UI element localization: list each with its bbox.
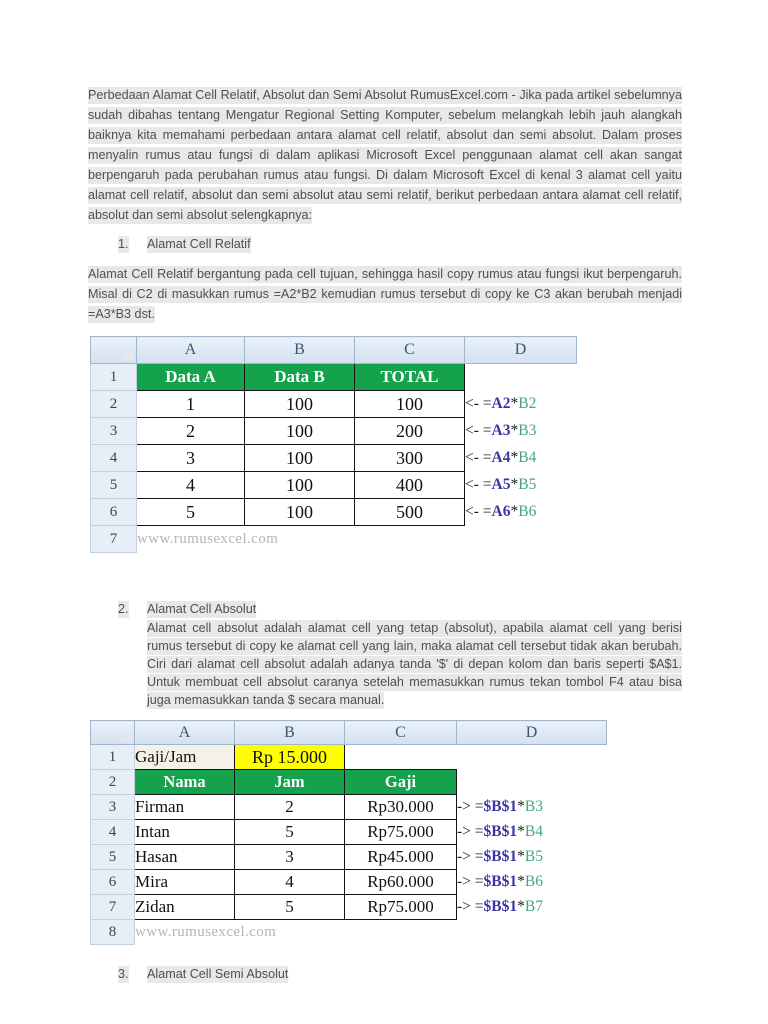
section-title-absolute: Alamat Cell Absolut [147,602,257,616]
watermark-row [91,526,577,553]
header-cell-data-a: Data A [137,364,245,391]
formula-ref-blue: A5 [491,476,511,493]
row-number: 8 [91,920,135,945]
cell: Rp75.000 [345,895,457,920]
table-row [91,845,607,870]
empty-cell [465,364,577,391]
cell: 5 [235,820,345,845]
empty-cell [457,920,607,945]
col-header-d: D [457,721,607,745]
list-item-absolute [118,599,682,709]
formula-annotation: <- =A2*B2 [465,391,577,418]
cell: 4 [137,472,245,499]
col-header-c: C [345,721,457,745]
section-absolute-paragraph [147,619,682,709]
cell: 3 [235,845,345,870]
col-header-b: B [245,337,355,364]
row-number: 4 [91,820,135,845]
cell: Rp75.000 [345,820,457,845]
cell: Zidan [135,895,235,920]
header-cell-data-b: Data B [245,364,355,391]
corner-triangle-icon [121,348,134,361]
formula-ref-blue: A4 [491,449,511,466]
col-header-c: C [355,337,465,364]
empty-cell [457,745,607,770]
cell: 4 [235,870,345,895]
table-row [91,364,577,391]
formula-ref-blue: $B$1 [483,848,518,865]
formula-annotation: -> =$B$1*B3 [457,795,607,820]
cell: Intan [135,820,235,845]
column-header-row [91,721,607,745]
cell: 2 [137,418,245,445]
row-number: 1 [91,745,135,770]
formula-annotation: <- =A3*B3 [465,418,577,445]
cell: 100 [245,391,355,418]
formula-ref-green: B6 [524,873,543,890]
cell: 1 [137,391,245,418]
section-relative-text: Alamat Cell Relatif bergantung pada cell tujuan, sehingga hasil copy rumus atau fungsi ikut berpengaruh. Misal di C2 di masukkan rumus =A2*B2 kemudian rumus tersebut di copy ke C3 akan berubah menjadi =A3*B3 dst. [88,267,682,321]
cell: 300 [355,445,465,472]
cell: 400 [355,472,465,499]
cell: Rp30.000 [345,795,457,820]
table-row [91,820,607,845]
table-row [91,795,607,820]
table-row [91,895,607,920]
formula-ref-blue: $B$1 [483,823,518,840]
cell: Rp45.000 [345,845,457,870]
row-number: 1 [91,364,137,391]
formula-ref-green: B4 [524,823,543,840]
table-row [91,499,577,526]
cell: 100 [245,445,355,472]
formula-ref-blue: $B$1 [483,798,518,815]
cell: Rp60.000 [345,870,457,895]
formula-annotation: <- =A5*B5 [465,472,577,499]
formula-ref-blue: A6 [491,503,511,520]
row-number: 7 [91,895,135,920]
row-number: 3 [91,418,137,445]
row-number: 5 [91,845,135,870]
watermark-row [91,920,607,945]
column-header-row [91,337,577,364]
section-title-semi-absolute: Alamat Cell Semi Absolut [147,967,289,981]
section-absolute-text: Alamat cell absolut adalah alamat cell yang tetap (absolut), apabila alamat cell yang berisi rumus tersebut di copy ke alamat cell yang lain, maka alamat cell tersebut tidak akan berubah. Ciri dari alamat cell absolut adalah adanya tanda '$' di depan kolom dan baris seperti $A$1. Untuk membuat cell absolut caranya setelah memasukkan rumus tekan tombol F4 atau bisa juga memasukkan tanda $ secara manual. [147,621,682,707]
table-row [91,391,577,418]
cell: 100 [245,472,355,499]
formula-ref-green: B4 [518,449,537,466]
table-row [91,770,607,795]
intro-text: Perbedaan Alamat Cell Relatif, Absolut dan Semi Absolut RumusExcel.com - Jika pada artikel sebelumnya sudah dibahas tentang Mengatur Regional Setting Komputer, sebelum melangkah lebih jauh alangkah baiknya kita memahami perbedaan antara alamat cell relatif, absolut dan semi absolut. Dalam proses menyalin rumus atau fungsi di dalam aplikasi Microsoft Excel penggunaan alamat cell akan sangat berpengaruh pada perubahan rumus atau fungsi. Di dalam Microsoft Excel di kenal 3 alamat cell yaitu alamat cell relatif, absolut dan semi absolut atau semi relatif, berikut perbedaan antara alamat cell relatif, absolut dan semi absolut selengkapnya: [88,88,682,222]
list-number-2: 2. [118,602,129,616]
intro-paragraph [88,85,682,225]
row-number: 5 [91,472,137,499]
formula-ref-blue: $B$1 [483,873,518,890]
cell: 5 [137,499,245,526]
formula-ref-green: B3 [524,798,543,815]
cell: 3 [137,445,245,472]
table-row [91,472,577,499]
formula-annotation: <- =A6*B6 [465,499,577,526]
row-number: 3 [91,795,135,820]
cell: 500 [355,499,465,526]
watermark-text: www.rumusexcel.com [137,526,465,553]
formula-ref-green: B5 [518,476,537,493]
formula-ref-blue: $B$1 [483,898,518,915]
formula-annotation: -> =$B$1*B7 [457,895,607,920]
cell: 2 [235,795,345,820]
header-cell-gaji: Gaji [345,770,457,795]
row-number: 2 [91,770,135,795]
formula-annotation: -> =$B$1*B5 [457,845,607,870]
cell: 200 [355,418,465,445]
cell: 100 [245,499,355,526]
header-cell-total: TOTAL [355,364,465,391]
select-all-corner [91,337,137,364]
cell: 100 [355,391,465,418]
list-item-semi-absolute [118,964,682,984]
formula-ref-green: B7 [524,898,543,915]
rate-label-cell: Gaji/Jam [135,745,235,770]
header-cell-jam: Jam [235,770,345,795]
cell: Mira [135,870,235,895]
empty-cell [345,745,457,770]
table-row [91,445,577,472]
spreadsheet-absolute [90,720,607,945]
row-number: 2 [91,391,137,418]
formula-ref-green: B6 [518,503,537,520]
formula-ref-green: B5 [524,848,543,865]
section-title-relative: Alamat Cell Relatif [147,237,251,251]
col-header-b: B [235,721,345,745]
corner-triangle-icon [119,729,132,742]
col-header-d: D [465,337,577,364]
formula-ref-blue: A2 [491,395,511,412]
spreadsheet-relative [90,336,577,553]
row-number: 6 [91,870,135,895]
col-header-a: A [135,721,235,745]
cell: 5 [235,895,345,920]
cell: Hasan [135,845,235,870]
watermark-text: www.rumusexcel.com [135,920,457,945]
list-number-1: 1. [118,237,129,251]
col-header-a: A [137,337,245,364]
formula-ref-green: B2 [518,395,537,412]
empty-cell [457,770,607,795]
formula-ref-green: B3 [518,422,537,439]
formula-annotation: -> =$B$1*B4 [457,820,607,845]
row-number: 6 [91,499,137,526]
cell: Firman [135,795,235,820]
section-relative-paragraph [88,264,682,324]
formula-annotation: -> =$B$1*B6 [457,870,607,895]
formula-ref-blue: A3 [491,422,511,439]
select-all-corner [91,721,135,745]
list-number-3: 3. [118,967,129,981]
formula-annotation: <- =A4*B4 [465,445,577,472]
header-cell-nama: Nama [135,770,235,795]
cell: 100 [245,418,355,445]
row-number: 7 [91,526,137,553]
table-row [91,418,577,445]
table-row [91,745,607,770]
table-row [91,870,607,895]
rate-value-cell: Rp 15.000 [235,745,345,770]
empty-cell [465,526,577,553]
list-item-relative [118,234,682,254]
row-number: 4 [91,445,137,472]
